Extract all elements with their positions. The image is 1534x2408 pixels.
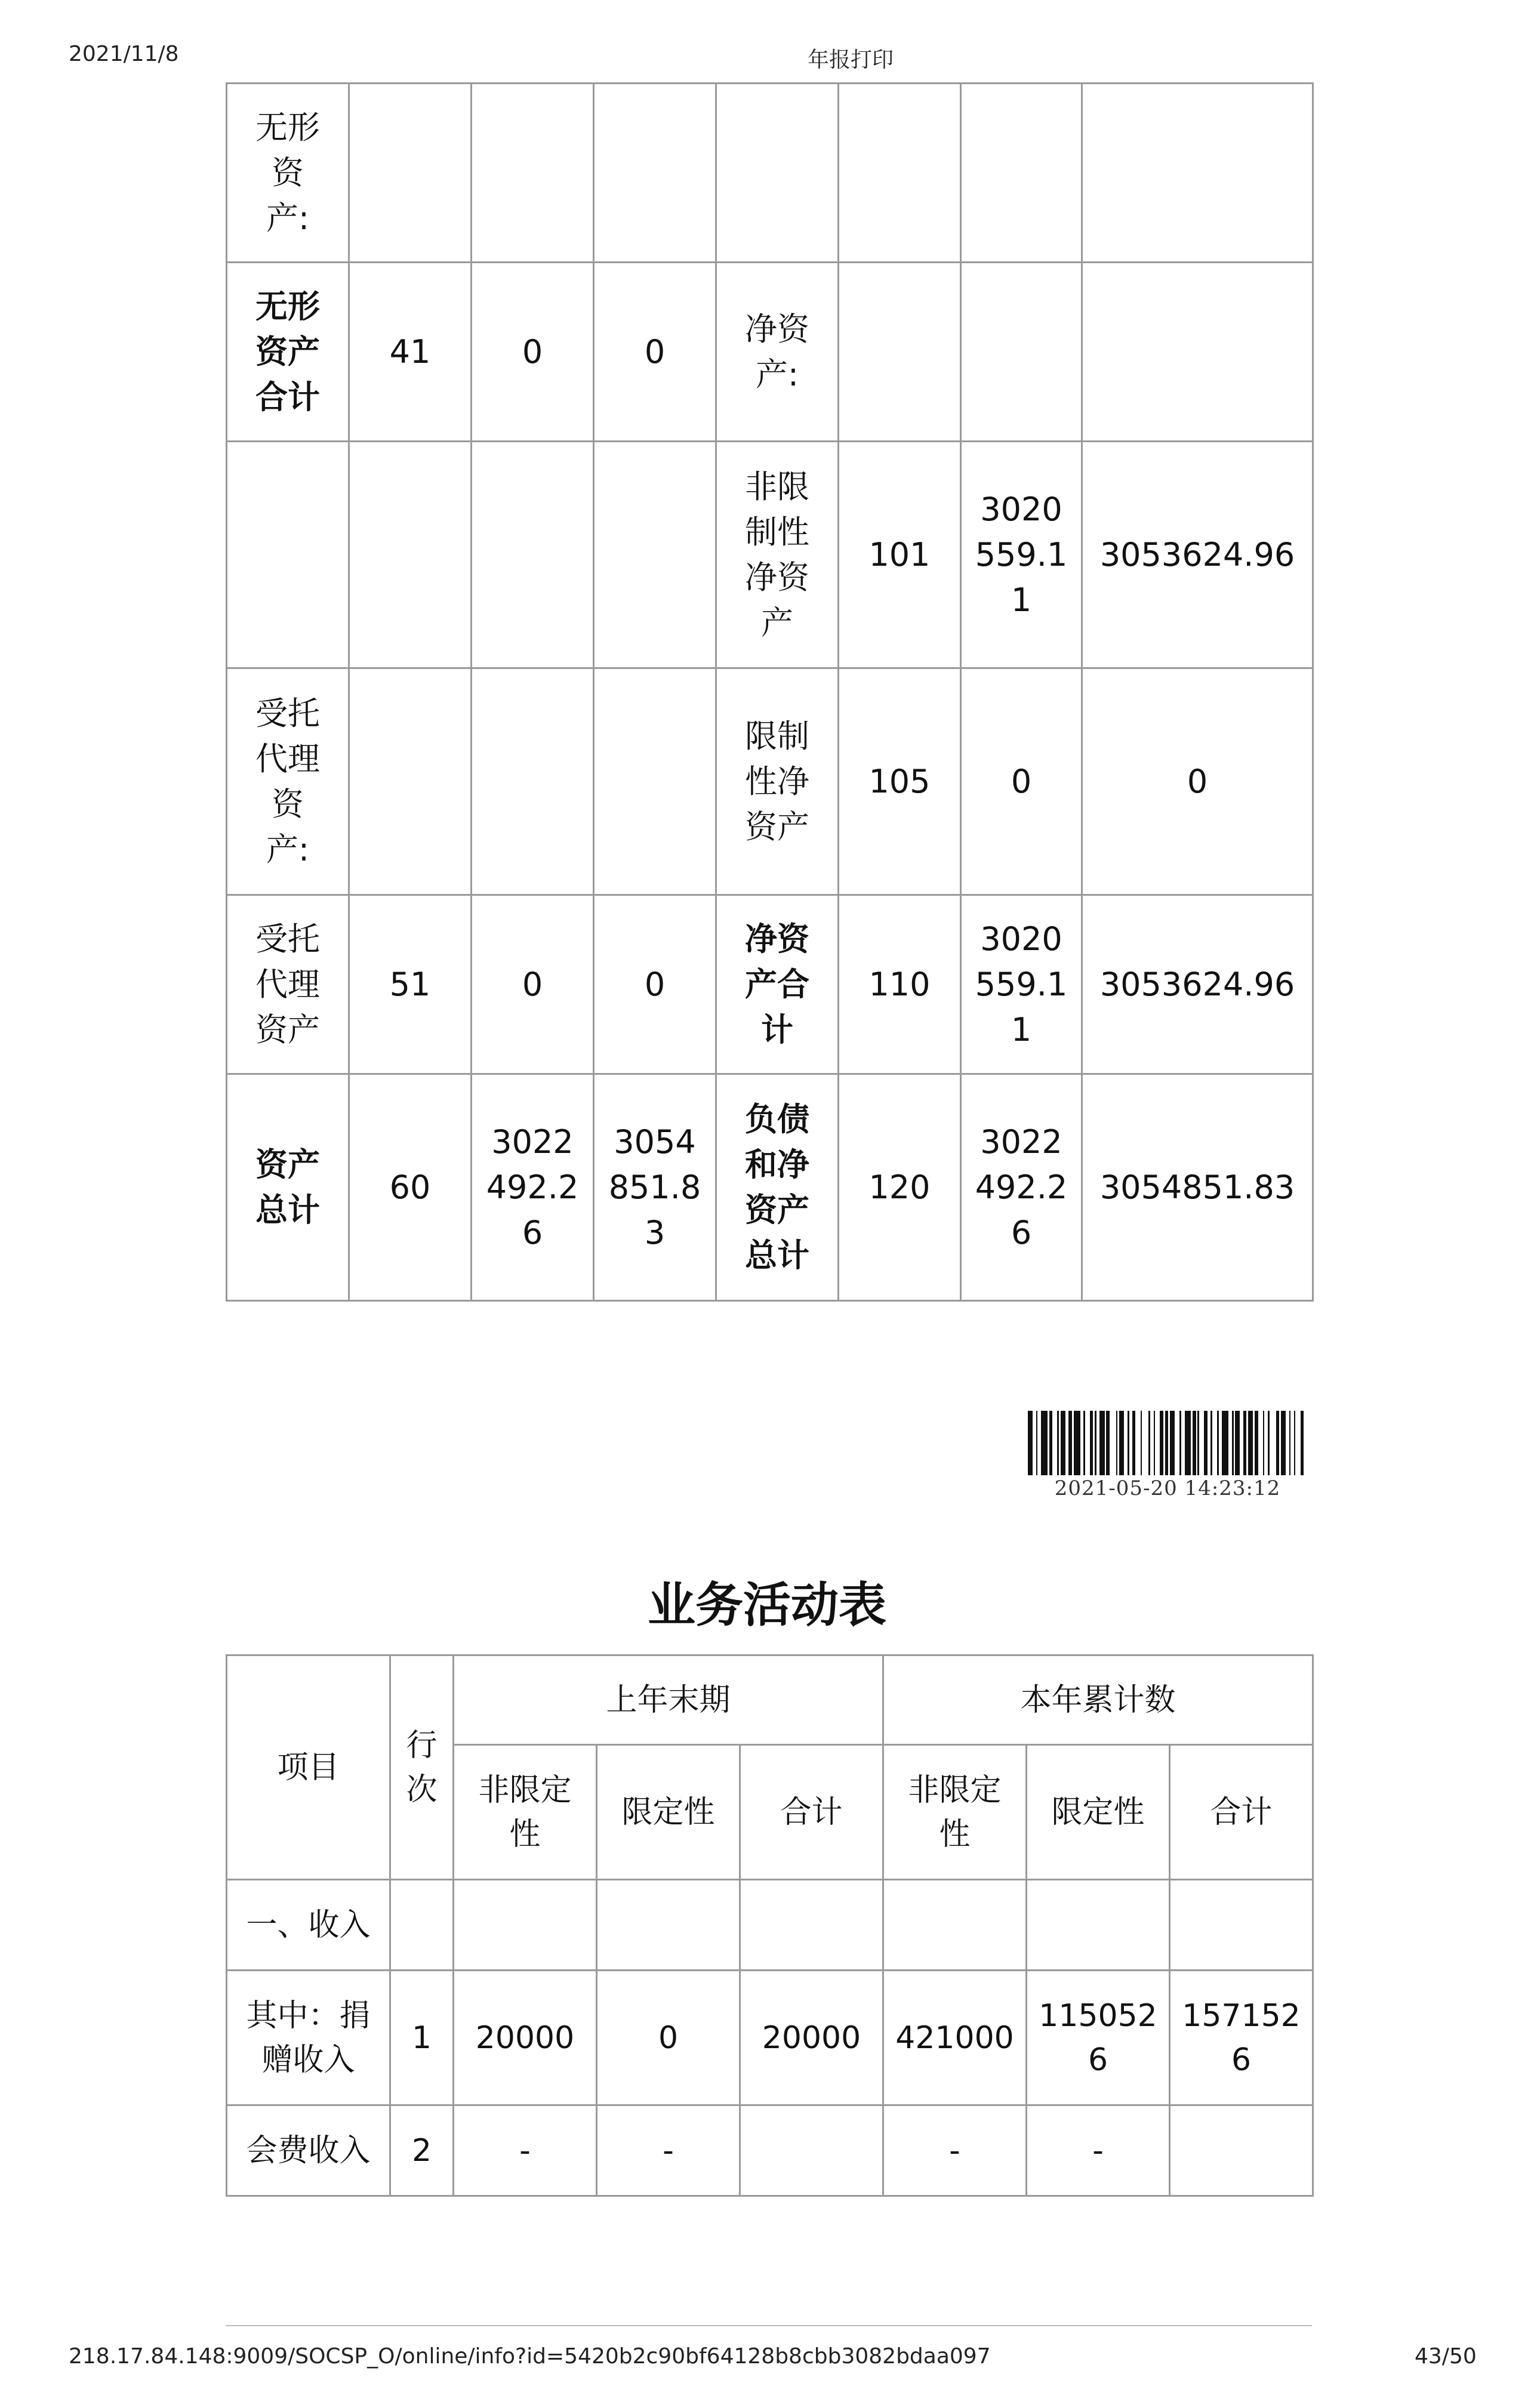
balance-cell: 0 [472,263,594,442]
activity-cell: 一、收入 [227,1880,390,1971]
balance-cell [349,84,472,263]
balance-cell [349,668,472,895]
activity-cell [1027,1880,1170,1971]
activity-row [227,1971,1313,2105]
balance-cell: 105 [839,668,961,895]
barcode-bar [1061,1411,1065,1475]
balance-cell: 3054851.83 [1082,1074,1313,1301]
activity-cell [390,1880,454,1971]
barcode-bar [1258,1411,1263,1475]
balance-cell: 净资 产: [716,263,839,442]
activity-row [227,2105,1313,2196]
header-prev-unrestricted: 非限定 性 [454,1745,597,1880]
activity-cell: 1 [390,1971,454,2105]
barcode-bar [1175,1411,1179,1475]
balance-cell [594,442,716,668]
balance-cell [594,84,716,263]
barcode-bar [1235,1411,1240,1475]
balance-cell: 限制 性净 资产 [716,668,839,895]
balance-cell [839,84,961,263]
balance-cell [472,668,594,895]
activity-cell: 157152 6 [1170,1971,1313,2105]
balance-row [227,895,1313,1074]
activity-cell [1170,1880,1313,1971]
balance-cell: 51 [349,895,472,1074]
activity-cell: - [1027,2105,1170,2196]
balance-cell [961,263,1082,442]
balance-cell [1082,84,1313,263]
balance-cell: 非限 制性 净资 产 [716,442,839,668]
balance-cell: 0 [594,263,716,442]
balance-cell [1082,263,1313,442]
activity-cell [883,1880,1027,1971]
barcode-bar [1028,1411,1033,1475]
header-curr-period: 本年累计数 [883,1655,1313,1745]
balance-cell: 3020 559.1 1 [961,895,1082,1074]
activity-cell: 20000 [740,1971,883,2105]
balance-row [227,84,1313,263]
balance-cell [349,442,472,668]
header-curr-restricted: 限定性 [1027,1745,1170,1880]
balance-sheet-table [226,82,1314,1302]
barcode-bar [1119,1411,1124,1475]
header-prev-period: 上年末期 [454,1655,883,1745]
barcode-bar [1295,1411,1300,1475]
balance-cell: 60 [349,1074,472,1301]
balance-cell: 0 [1082,668,1313,895]
balance-cell [594,668,716,895]
balance-cell [227,442,349,668]
activity-table-title: 业务活动表 [648,1577,886,1633]
activity-cell: 会费收入 [227,2105,390,2196]
activity-cell: 20000 [454,1971,597,2105]
barcode-bar [1074,1411,1080,1475]
activity-cell: 115052 6 [1027,1971,1170,2105]
balance-cell: 120 [839,1074,961,1301]
balance-cell: 净资 产合 计 [716,895,839,1074]
barcode-bar [1041,1411,1048,1475]
balance-cell: 0 [594,895,716,1074]
header-prev-total: 合计 [740,1745,883,1880]
barcode-bar [1212,1411,1217,1475]
barcode-bar [1222,1411,1228,1475]
balance-cell: 无形 资产 合计 [227,263,349,442]
page-header-title: 年报打印 [807,48,894,72]
header-prev-restricted: 限定性 [597,1745,740,1880]
activity-cell: - [597,2105,740,2196]
balance-row [227,1074,1313,1301]
balance-cell: 无形 资 产: [227,84,349,263]
balance-row [227,263,1313,442]
header-item: 项目 [227,1655,390,1880]
activity-cell [597,1880,740,1971]
balance-cell [472,442,594,668]
barcode-bar [1135,1411,1140,1475]
header-row-no: 行 次 [390,1655,454,1880]
balance-cell: 受托 代理 资 产: [227,668,349,895]
balance-cell: 41 [349,263,472,442]
balance-row [227,668,1313,895]
balance-cell: 3053624.96 [1082,442,1313,668]
balance-cell: 110 [839,895,961,1074]
activity-cell: 421000 [883,1971,1027,2105]
footer-divider [226,2325,1312,2326]
balance-cell: 3020 559.1 1 [961,442,1082,668]
activity-cell [454,1880,597,1971]
activity-cell [740,1880,883,1971]
barcode-timestamp: 2021-05-20 14:23:12 [1054,1476,1281,1500]
footer-page-number: 43/50 [1415,2344,1477,2369]
barcode-bar [1155,1411,1160,1475]
barcode-bar [1085,1411,1090,1475]
barcode-bar [1110,1411,1116,1475]
balance-cell: 0 [472,895,594,1074]
barcode-bar [1304,1411,1307,1475]
balance-cell [472,84,594,263]
balance-row [227,442,1313,668]
barcode-bar [1185,1411,1191,1475]
header-curr-unrestricted: 非限定 性 [883,1745,1027,1880]
barcode-image [1028,1411,1307,1475]
balance-cell: 资产 总计 [227,1074,349,1301]
print-date: 2021/11/8 [69,42,179,66]
barcode-bar [1052,1411,1057,1475]
balance-cell: 3022 492.2 6 [961,1074,1082,1301]
activity-cell: 0 [597,1971,740,2105]
barcode-bar [1142,1411,1148,1475]
balance-cell [961,84,1082,263]
balance-cell: 3054 851.8 3 [594,1074,716,1301]
balance-cell: 101 [839,442,961,668]
activity-cell [1170,2105,1313,2196]
balance-cell: 受托 代理 资产 [227,895,349,1074]
balance-cell [716,84,839,263]
header-curr-total: 合计 [1170,1745,1313,1880]
balance-cell: 3022 492.2 6 [472,1074,594,1301]
barcode-bar [1248,1411,1253,1475]
activity-cell [740,2105,883,2196]
barcode-bar [1170,1411,1175,1475]
activity-table [226,1654,1314,2197]
barcode-bar [1099,1411,1104,1475]
activity-row [227,1880,1313,1971]
barcode-bar [1199,1411,1204,1475]
barcode-bar [1281,1411,1286,1475]
activity-cell: - [454,2105,597,2196]
balance-cell: 负债 和净 资产 总计 [716,1074,839,1301]
footer-url: 218.17.84.148:9009/SOCSP_O/online/info?id=5420b2c90bf64128b8cbb3082bdaa097 [69,2344,991,2369]
activity-cell: 2 [390,2105,454,2196]
balance-cell: 3053624.96 [1082,895,1313,1074]
activity-cell: 其中：捐 赠收入 [227,1971,390,2105]
balance-cell: 0 [961,668,1082,895]
activity-cell: - [883,2105,1027,2196]
barcode-bar [1270,1411,1276,1475]
balance-cell [839,263,961,442]
